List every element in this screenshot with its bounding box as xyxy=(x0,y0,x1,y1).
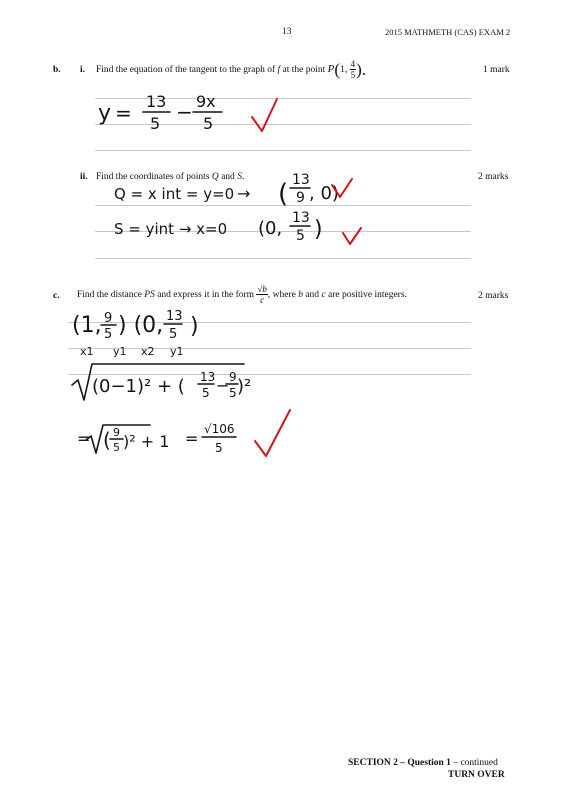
tick-icon xyxy=(252,99,277,131)
svg-text:→: → xyxy=(237,184,251,203)
handwritten-result xyxy=(77,422,236,455)
svg-text:y1: y1 xyxy=(170,345,184,358)
svg-text:13: 13 xyxy=(292,172,310,188)
svg-text:=: = xyxy=(77,429,91,448)
svg-text:−: − xyxy=(216,376,230,395)
svg-text:=: = xyxy=(115,101,132,125)
svg-text:(: ( xyxy=(103,428,111,452)
svg-text:y1: y1 xyxy=(113,345,127,358)
svg-text:5: 5 xyxy=(113,441,120,454)
part-b-ii-marks: 2 marks xyxy=(478,172,509,182)
svg-text:13: 13 xyxy=(292,210,310,226)
footer-section: SECTION 2 – Question 1 – continued xyxy=(348,758,498,768)
svg-text:)² + 1: )² + 1 xyxy=(123,432,170,451)
svg-text:) (0,: ) (0, xyxy=(118,313,164,338)
svg-text:9: 9 xyxy=(113,426,120,439)
svg-text:9: 9 xyxy=(229,370,237,384)
svg-text:(0,: (0, xyxy=(258,218,283,239)
tick-icon xyxy=(343,228,361,244)
svg-text:x1: x1 xyxy=(80,345,94,358)
svg-text:5: 5 xyxy=(215,441,223,455)
svg-text:S = yint → x=0: S = yint → x=0 xyxy=(114,220,228,238)
svg-text:9x: 9x xyxy=(196,92,216,111)
svg-text:): ) xyxy=(190,314,199,339)
part-c-question: Find the distance PS and express it in the form $\frac{√b}{c}$ , where b and c are positive integers. xyxy=(77,284,407,306)
svg-text:x2: x2 xyxy=(141,345,155,358)
svg-text:√106: √106 xyxy=(204,422,235,436)
part-b-i-label: i. xyxy=(80,65,86,75)
svg-text:(: ( xyxy=(278,179,289,209)
svg-text:, 0): , 0) xyxy=(309,183,339,204)
handwritten-tangent-equation xyxy=(98,92,222,133)
svg-text:y: y xyxy=(98,101,112,126)
svg-text:9: 9 xyxy=(104,311,113,326)
part-c-marks: 2 marks xyxy=(478,291,509,301)
turn-over: TURN OVER xyxy=(448,770,505,780)
svg-text:5: 5 xyxy=(296,228,305,244)
svg-text:=: = xyxy=(185,429,199,448)
svg-text:5: 5 xyxy=(150,114,161,133)
svg-text:−: − xyxy=(176,100,193,124)
part-b-i-marks: 1 mark xyxy=(483,65,510,75)
tick-icon xyxy=(255,410,290,456)
exam-title: 2015 MATHMETH (CAS) EXAM 2 xyxy=(385,27,511,37)
svg-text:Q = x int = y=0: Q = x int = y=0 xyxy=(114,185,235,203)
handwritten-labels xyxy=(80,345,184,358)
part-b-label: b. xyxy=(53,65,61,75)
svg-text:5: 5 xyxy=(229,386,237,400)
svg-text:5: 5 xyxy=(169,327,178,342)
part-b-i-question: Find the equation of the tangent to the graph of f at the point P(1, $\frac{4}{5}$ ). xyxy=(96,59,366,81)
svg-text:)²: )² xyxy=(237,376,252,397)
svg-text:13: 13 xyxy=(166,309,183,324)
point-fraction: $\frac{4}{5}$ xyxy=(350,59,356,81)
handwritten-s-working xyxy=(114,210,323,244)
svg-text:): ) xyxy=(314,217,323,242)
svg-text:13: 13 xyxy=(146,92,167,111)
svg-text:(1,: (1, xyxy=(72,313,102,338)
handwritten-distance-formula xyxy=(72,364,251,400)
svg-text:5: 5 xyxy=(203,114,214,133)
handwritten-q-working xyxy=(114,172,339,209)
svg-text:5: 5 xyxy=(202,386,210,400)
form-fraction: $\frac{√b}{c}$ xyxy=(257,284,267,306)
svg-text:13: 13 xyxy=(200,370,216,384)
part-b-ii-label: ii. xyxy=(80,172,88,182)
part-b-ii-question: Find the coordinates of points Q and S. xyxy=(96,172,245,182)
svg-text:9: 9 xyxy=(296,190,305,206)
part-c-label: c. xyxy=(53,291,60,301)
svg-text:5: 5 xyxy=(104,327,113,342)
page-number: 13 xyxy=(282,27,292,37)
svg-text:(0−1)² + (: (0−1)² + ( xyxy=(92,376,185,397)
handwritten-points xyxy=(72,309,199,342)
